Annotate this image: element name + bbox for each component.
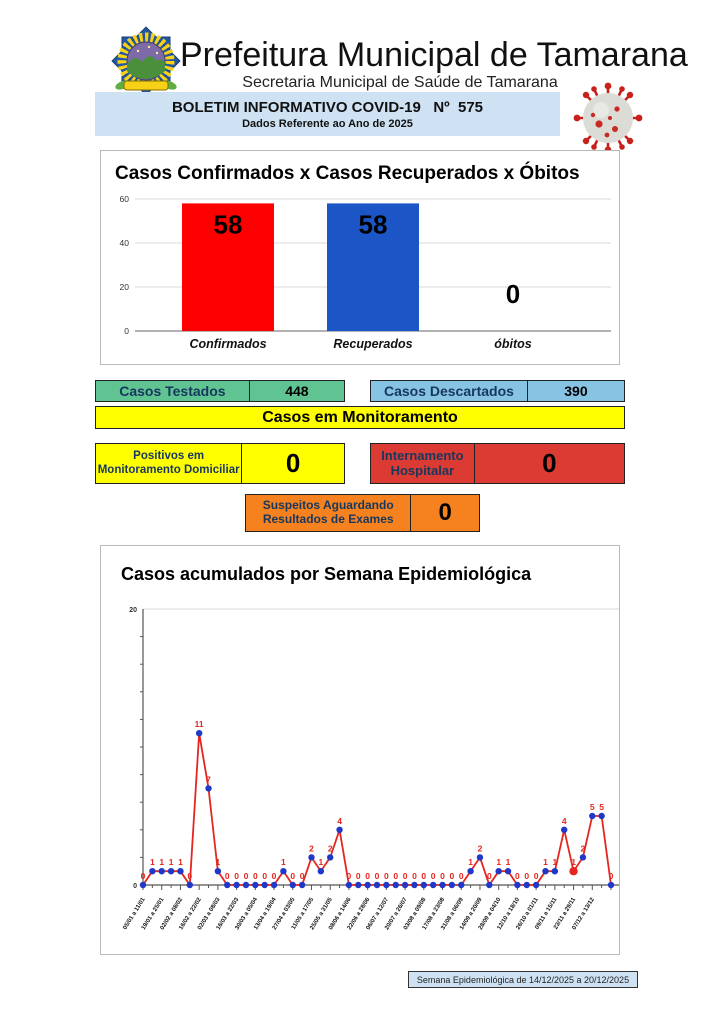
data-point-label: 0 [421,871,427,881]
suspects-awaiting-label [246,495,411,531]
data-point [159,868,165,874]
suspects-awaiting-box [245,494,480,532]
data-point [411,882,417,888]
data-point [364,882,370,888]
suspects-awaiting-label-line2: Resultados de Exames [262,512,394,526]
x-axis-tick-label: 08/06 a 14/06 [328,896,353,932]
x-axis-tick-label: 07/12 a 13/12 [571,896,596,932]
data-point-label: 1 [149,857,155,868]
data-point-label: 0 [393,871,399,881]
data-point [505,868,511,874]
data-point-label: 0 [524,871,530,881]
data-point-label: 11 [194,719,204,730]
data-point [261,882,267,888]
data-point-label: 0 [515,871,520,881]
x-axis-tick-label: 14/09 a 20/09 [459,896,484,932]
data-point [402,882,408,888]
data-point-label: 0 [355,871,361,881]
x-axis-tick-label: 02/02 a 08/02 [159,896,185,932]
data-point [393,882,399,888]
data-point-label: 1 [281,857,286,868]
discarded-cases-value: 390 [564,383,588,399]
suspects-awaiting-value: 0 [438,499,452,526]
data-point-label: 0 [402,871,408,881]
data-point [589,813,595,819]
data-point [280,868,286,874]
y-axis-tick-label: 0 [133,883,137,890]
data-point [327,854,333,860]
home-monitoring-label [96,444,242,483]
hospitalization-value: 0 [542,448,557,478]
data-point [598,813,604,819]
tested-cases-label: Casos Testados [96,381,250,401]
bulletin-number: BOLETIM INFORMATIVO COVID-19 Nº 575 [171,98,484,116]
data-point [486,882,492,888]
data-point-label: 0 [271,871,277,881]
data-point-label: 0 [262,871,268,881]
x-axis-tick-label: 30/03 a 05/04 [234,896,260,932]
bar-value-label: 0 [505,279,521,309]
data-point [224,882,230,888]
bar-category-label: óbitos [494,337,532,351]
x-axis-tick-label: 27/04 a 03/05 [271,896,297,932]
x-axis-tick-label: 09/11 a 15/11 [534,896,559,931]
page-title: Prefeitura Municipal de Tamarana [180,36,688,74]
discarded-cases-label: Casos Descartados [371,381,528,401]
data-point-label: 0 [533,871,539,881]
data-point [196,730,202,736]
data-point [205,785,211,791]
data-point [290,882,296,888]
x-axis-tick-label: 11/05 a 17/05 [290,896,316,931]
data-point [383,882,389,888]
data-point [430,882,436,888]
data-point-label: 1 [168,857,174,868]
data-point [318,868,324,874]
monitoring-banner: Casos em Monitoramento [95,406,625,429]
data-point [467,868,473,874]
x-axis-tick-label: 12/10 a 18/10 [496,896,522,932]
x-axis-tick-label: 31/08 a 06/09 [440,896,465,932]
line-chart-panel [100,545,620,955]
data-point [458,882,464,888]
data-point [149,868,155,874]
bar-value-label: 58 [358,209,388,240]
data-point-label: 1 [159,857,165,868]
data-point [608,882,614,888]
data-point-label: 1 [215,857,221,868]
data-point-label: 2 [309,843,314,854]
data-point [215,868,221,874]
bar-chart-title: Casos Confirmados x Casos Recuperados x Óbitos [115,163,580,184]
data-point-label: 4 [561,815,567,826]
data-point [299,882,305,888]
x-axis-tick-label: 17/08 a 23/08 [421,896,447,932]
y-axis-tick-label: 60 [119,194,129,204]
data-point-label: 0 [243,871,249,881]
data-point [580,854,586,860]
hospitalization-label [371,444,475,483]
data-point [271,882,277,888]
data-point-label: 0 [412,871,417,881]
data-point [140,882,146,888]
coronavirus-icon [563,82,653,154]
tested-cases-box [95,380,345,402]
bar-chart-panel [100,150,620,365]
data-point-label: 0 [458,871,464,881]
x-axis-tick-label: 13/04 a 19/04 [253,896,278,932]
bulletin-year: Dados Referente ao Ano de 2025 [242,117,413,130]
data-point [252,882,258,888]
x-axis-tick-label: 26/10 a 01/11 [515,896,540,931]
data-point-label: 0 [187,871,193,881]
data-point [421,882,427,888]
data-point-label: 0 [252,871,258,881]
x-axis-tick-label: 20/07 a 26/07 [384,896,409,932]
data-point [308,854,314,860]
bulletin-banner [95,92,560,136]
hospitalization-box [370,443,625,484]
data-point-label: 0 [449,871,455,881]
data-point-label: 5 [589,802,595,812]
data-point-label: 0 [346,871,352,881]
page-subtitle: Secretaria Municipal de Saúde de Tamarana [242,74,558,91]
home-monitoring-label-line1: Positivos em [133,450,205,463]
data-point-label: 1 [496,857,502,868]
bar-category-label: Recuperados [333,337,413,351]
discarded-cases-box [370,380,625,402]
data-point-label: 7 [206,774,211,785]
x-axis-tick-label: 25/05 a 31/05 [309,896,334,932]
data-point-label: 1 [505,857,511,868]
data-point [187,882,193,888]
bar-chart [101,151,619,364]
line-chart-title: Casos acumulados por Semana Epidemiológica [121,564,532,584]
data-point [533,882,539,888]
y-axis-tick-label: 20 [119,282,129,292]
data-point [514,882,520,888]
data-point [569,867,577,875]
data-point [355,882,361,888]
x-axis-tick-label: 02/03 a 08/03 [197,896,222,932]
x-axis-tick-label: 05/01 a 11/01 [122,896,147,931]
data-point-label: 2 [477,843,483,854]
data-point-label: 2 [327,843,333,854]
data-point-label: 0 [299,871,305,881]
hospitalization-label-line1: Internamento [381,447,464,463]
y-axis-tick-label: 0 [124,326,129,336]
line-chart [101,546,619,954]
data-point-label: 1 [178,857,183,868]
x-axis-tick-label: 03/08 a 09/08 [402,896,428,932]
tested-cases-value: 448 [285,383,309,399]
y-axis-tick-label: 20 [129,607,137,614]
hospitalization-label-line2: Hospitalar [390,462,455,478]
x-axis-tick-label: 16/02 a 22/02 [178,896,203,932]
data-point [495,868,501,874]
data-point-label: 0 [365,871,371,881]
epidemiological-week-footer: Semana Epidemiológica de 14/12/2025 a 20/12/2025 [408,971,638,988]
x-axis-tick-label: 19/01 a 25/01 [140,896,166,932]
home-monitoring-label-line2: Monitoramento Domiciliar [97,463,240,476]
data-point [374,882,380,888]
x-axis-tick-label: 16/03 a 22/03 [215,896,241,932]
bar-category-label: Confirmados [189,337,267,351]
home-monitoring-box [95,443,345,484]
data-point-label: 0 [140,871,146,881]
suspects-awaiting-label-line1: Suspeitos Aguardando [262,498,394,513]
data-point [336,827,342,833]
data-point-label: 1 [571,857,576,868]
x-axis-tick-label: 22/06 a 28/06 [346,896,372,932]
data-point [552,868,558,874]
data-point-label: 0 [374,871,380,881]
data-point-label: 4 [337,815,342,826]
data-point-label: 1 [318,857,324,868]
data-point [439,882,445,888]
data-point-label: 0 [440,871,445,881]
data-point [168,868,174,874]
data-point-label: 1 [552,857,558,868]
data-point [477,854,483,860]
line-series [140,733,611,885]
data-point-label: 0 [430,871,436,881]
data-point [346,882,352,888]
y-axis-tick-label: 40 [119,238,129,248]
data-point-label: 0 [608,871,614,881]
home-monitoring-value: 0 [285,448,301,478]
data-point [233,882,239,888]
x-axis-tick-label: 23/11 a 29/11 [553,896,578,931]
bar-value-label: 58 [213,209,243,240]
data-point-label: 0 [486,871,492,881]
x-axis-tick-label: 28/09 a 04/10 [477,896,503,932]
x-axis-tick-label: 06/07 a 12/07 [365,896,391,932]
data-point [177,868,183,874]
data-point [524,882,530,888]
data-point-label: 5 [599,802,605,812]
data-point-label: 0 [290,871,296,881]
data-point-label: 1 [543,857,548,868]
data-point [561,827,567,833]
data-point-label: 2 [580,843,586,854]
data-point-label: 1 [468,857,473,868]
data-point-label: 0 [383,871,389,881]
data-point [243,882,249,888]
data-point-label: 0 [234,871,239,881]
data-point [449,882,455,888]
data-point [542,868,548,874]
data-point-label: 0 [224,871,230,881]
